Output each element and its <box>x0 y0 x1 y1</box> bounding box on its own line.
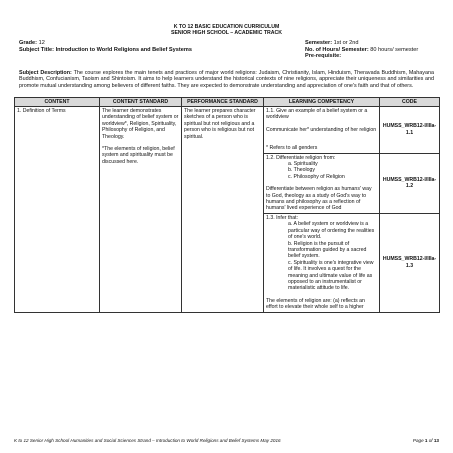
code-cell-3: HUMSS_WRB12-I/IIIa-1.3 <box>380 213 440 312</box>
content-standard-note: *The elements of religion, belief system and spirituality must be discussed here. <box>102 146 175 165</box>
table-row <box>15 107 440 154</box>
competency-1-3: 1.3. Infer that: <box>266 214 299 221</box>
competency-1-2-a: a. Spirituality <box>288 161 318 168</box>
col-header-content: CONTENT <box>15 97 100 106</box>
header-line-1: K TO 12 BASIC EDUCATION CURRICULUM <box>173 24 280 30</box>
col-header-content-standard: CONTENT STANDARD <box>100 97 182 106</box>
performance-standard-cell <box>182 107 264 313</box>
competency-1-3-d: The elements of religion are: (a) reflects an effort to elevate their whole self to a higher <box>266 297 365 311</box>
col-header-performance-standard: PERFORMANCE STANDARD <box>182 97 264 106</box>
curriculum-table <box>14 97 440 313</box>
competency-1-1-b: Communicate her* understanding of her religion <box>266 126 377 133</box>
competency-1-2-c: c. Philosophy of Religion <box>288 173 345 180</box>
content-standard-cell <box>100 107 182 313</box>
hours-label: No. of Hours/ Semester: <box>305 46 369 53</box>
grade-label: Grade: <box>19 39 38 46</box>
content-text: 1. Definition of Terms <box>17 108 66 114</box>
description-text: The course explores the main tenets and practices of major world religions: Judaism, Christianity, Islam, Hinduism, Theravada Buddhism, Mahayana Buddhism, Confucianism, Taoism and Shintoism. It aims to help learners understand the historical contexts of nine religions, appreciate their uniqueness and similarities and promote mutual understanding among believers of different faiths. They are expected to demonstrate understanding and appreciation of one's faith and that of others. <box>19 69 434 89</box>
semester-value: 1st or 2nd <box>333 39 359 46</box>
competency-1-1: 1.1. Give an example of a belief system or a worldview <box>266 108 368 121</box>
semester-label: Semester: <box>305 39 333 46</box>
curriculum-page <box>14 24 439 313</box>
competency-1-2: 1.2. Differentiate religion from: <box>266 154 336 161</box>
content-cell <box>15 107 100 313</box>
content-standard-text: The learner demonstrates understanding of belief system or worldview*, Religion, Spirituality, Philosophy of Religion, and Theology. <box>102 108 179 140</box>
page-number: Page 1 of 13 <box>412 438 439 443</box>
competency-cell-2 <box>264 153 380 213</box>
col-header-code: CODE <box>380 97 440 106</box>
description-label: Subject Description: <box>19 69 72 76</box>
code-cell-1: HUMSS_WRB12-I/IIIa-1.1 <box>380 107 440 154</box>
competency-1-3-b: b. Religion is the pursuit of transformation guided by a sacred belief system. <box>288 240 367 260</box>
prereq-label: Pre-requisite: <box>305 53 342 60</box>
document-header <box>14 24 439 37</box>
competency-cell-1 <box>264 107 380 154</box>
code-cell-2: HUMSS_WRB12-I/IIIa-1.2 <box>380 153 440 213</box>
competency-1-3-a: a. A belief system or worldview is a particular way of ordering the realities of one's world. <box>288 221 375 241</box>
grade-value: 12 <box>38 39 45 46</box>
gender-note: * Refers to all genders <box>266 145 318 152</box>
subject-label: Subject Title: <box>19 46 55 53</box>
meta-block <box>14 40 439 68</box>
competency-1-2-text: Differentiate between religion as humans' way to God, theology as a study of God's way to humans and philosophy as a reflection of humans' lived experience of God <box>266 186 372 212</box>
competency-1-3-c: c. Spirituality is one's integrative view of life. It involves a quest for the meaning and ultimate value of life as opposed to an instrumentalist or materialistic attitude to life. <box>288 259 374 292</box>
subject-description <box>19 70 434 90</box>
header-line-2: SENIOR HIGH SCHOOL – ACADEMIC TRACK <box>171 30 282 37</box>
col-header-learning-competency: LEARNING COMPETENCY <box>264 97 380 106</box>
competency-1-2-b: b. Theology <box>288 167 316 174</box>
performance-standard-text: The learner prepares character sketches of a person who is spiritual but not religious and a person who is religious but not spiritual. <box>184 108 256 140</box>
table-header-row <box>15 97 440 106</box>
footer-text: K to 12 Senior High School Humanities and Social Sciences Strand – Introduction to World Religions and Belief Systems May 2016 <box>14 438 281 443</box>
page-footer <box>14 438 439 443</box>
subject-value: Introduction to World Religions and Belief Systems <box>55 46 192 53</box>
competency-cell-3 <box>264 213 380 312</box>
hours-value: 80 hours/ semester <box>370 46 419 53</box>
